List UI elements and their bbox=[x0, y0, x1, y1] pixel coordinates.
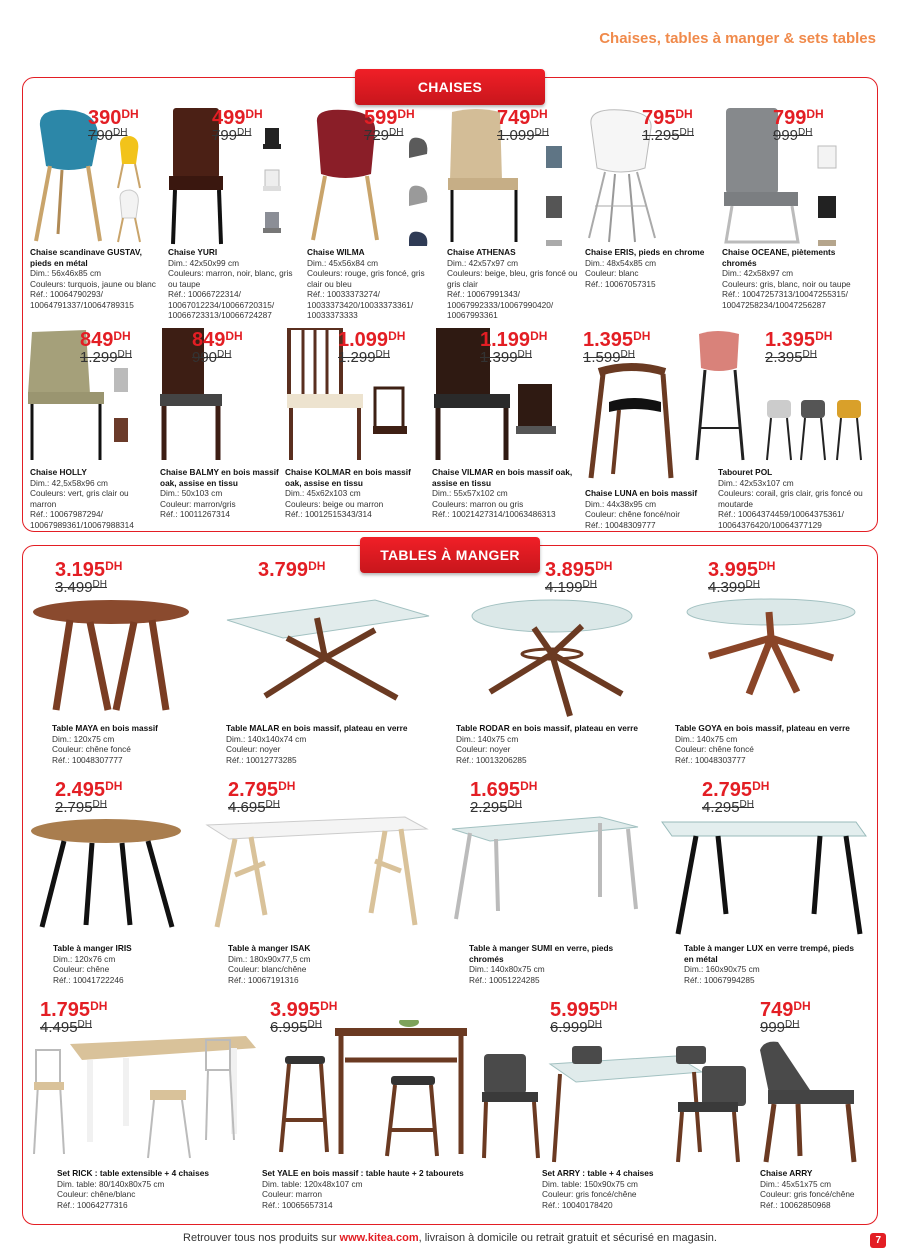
old-price-eris: $1.295^{DH}$ bbox=[642, 127, 694, 144]
product-ref: Réf.: 10067987294/ 10067989361/10067988314 bbox=[30, 509, 134, 530]
product-ref: Réf.: 10012515343/314 bbox=[285, 509, 372, 519]
desc-rick bbox=[57, 1168, 237, 1210]
product-name: Chaise WILMA bbox=[307, 247, 365, 257]
price-sumi: $1.695^{DH}$ bbox=[470, 779, 538, 801]
product-name: Chaise VILMAR en bois massif oak, assise en tissu bbox=[432, 467, 573, 488]
product-name: Table à manger LUX en verre trempé, pieds en métal bbox=[684, 943, 854, 964]
price-rodar: $3.895^{DH}$ bbox=[545, 559, 613, 581]
old-price-yale: $6.995^{DH}$ bbox=[270, 1019, 322, 1036]
product-name: Tabouret POL bbox=[718, 467, 773, 477]
chairs-banner: CHAISES bbox=[355, 69, 545, 105]
product-name: Table à manger ISAK bbox=[228, 943, 311, 953]
old-price-arry-chair: $999^{DH}$ bbox=[760, 1019, 800, 1036]
product-dim: Dim. table: 150x90x75 cm bbox=[542, 1178, 638, 1189]
price-arry-set: $5.995^{DH}$ bbox=[550, 999, 618, 1021]
table-isak-image bbox=[205, 815, 430, 935]
desc-balmy bbox=[160, 467, 285, 520]
desc-luna bbox=[585, 488, 720, 530]
desc-arry-set bbox=[542, 1168, 722, 1210]
price-yale: $3.995^{DH}$ bbox=[270, 999, 338, 1021]
product-dim: Dim.: 180x90x77,5 cm bbox=[228, 953, 311, 964]
old-price-kolmar: $1.299^{DH}$ bbox=[338, 349, 390, 366]
product-dim: Dim.: 140x75 cm bbox=[456, 733, 519, 744]
price-pol: $1.395^{DH}$ bbox=[765, 329, 833, 351]
desc-malar bbox=[226, 723, 426, 765]
set-rick-image bbox=[30, 1030, 260, 1160]
product-colors: Couleur: marron bbox=[262, 1189, 322, 1199]
old-price-goya: $4.399^{DH}$ bbox=[708, 579, 760, 596]
price-malar: $3.799^{DH}$ bbox=[258, 559, 326, 581]
product-name: Table MAYA en bois massif bbox=[52, 723, 158, 733]
product-dim: Dim. table: 80/140x80x75 cm bbox=[57, 1178, 165, 1189]
table-sumi-image bbox=[450, 815, 640, 925]
page-number: 7 bbox=[870, 1233, 886, 1248]
product-ref: Réf.: 10021427314/10063486313 bbox=[432, 509, 556, 519]
desc-holly bbox=[30, 467, 155, 530]
table-maya-image bbox=[30, 598, 192, 718]
product-dim: Dim.: 44x38x95 cm bbox=[585, 498, 657, 509]
chair-luna-image bbox=[585, 362, 680, 482]
price-goya: $3.995^{DH}$ bbox=[708, 559, 776, 581]
product-dim: Dim. table: 120x48x107 cm bbox=[262, 1178, 363, 1189]
desc-athenas bbox=[447, 247, 582, 321]
desc-yale bbox=[262, 1168, 502, 1210]
product-colors: Couleur: chêne/blanc bbox=[57, 1189, 136, 1199]
price-rick: $1.795^{DH}$ bbox=[40, 999, 108, 1021]
product-name: Chaise ATHENAS bbox=[447, 247, 516, 257]
product-name: Chaise ARRY bbox=[760, 1168, 813, 1178]
product-dim: Dim.: 160x90x75 cm bbox=[684, 964, 760, 974]
old-price-isak: $4.695^{DH}$ bbox=[228, 799, 280, 816]
set-yale-image bbox=[275, 1020, 470, 1160]
product-ref: Réf.: 10067191316 bbox=[228, 974, 299, 985]
price-wilma: $599^{DH}$ bbox=[364, 107, 415, 129]
product-dim: Dim.: 140x80x75 cm bbox=[469, 964, 545, 974]
set-arry-image bbox=[480, 1040, 750, 1165]
product-dim: Dim.: 42x50x99 cm bbox=[168, 257, 240, 268]
old-price-wilma: $729^{DH}$ bbox=[364, 127, 404, 144]
product-colors: Couleur: gris foncé/chêne bbox=[542, 1189, 637, 1199]
product-colors: Couleur: marron/gris bbox=[160, 498, 236, 509]
product-colors: Couleur: blanc/chêne bbox=[228, 964, 307, 974]
old-price-yuri: $799^{DH}$ bbox=[212, 127, 252, 144]
old-price-sumi: $2.295^{DH}$ bbox=[470, 799, 522, 816]
footer-text-end: , livraison à domicile ou retrait gratuit et sécurisé en magasin. bbox=[418, 1232, 717, 1244]
table-goya-image bbox=[685, 598, 857, 718]
product-name: Chaise scandinave GUSTAV, pieds en métal bbox=[30, 247, 142, 268]
old-price-vilmar: $1.399^{DH}$ bbox=[480, 349, 532, 366]
price-eris: $795^{DH}$ bbox=[642, 107, 693, 129]
product-dim: Dim.: 48x54x85 cm bbox=[585, 257, 657, 268]
product-ref: Réf.: 10064790293/ 10064791337/10064789315 bbox=[30, 289, 134, 310]
product-dim: Dim.: 140x75 cm bbox=[675, 733, 738, 744]
product-name: Chaise KOLMAR en bois massif oak, assise en tissu bbox=[285, 467, 411, 488]
product-name: Table RODAR en bois massif, plateau en verre bbox=[456, 723, 638, 733]
product-colors: Couleurs: vert, gris clair ou marron bbox=[30, 488, 129, 509]
price-isak: $2.795^{DH}$ bbox=[228, 779, 296, 801]
product-name: Chaise OCEANE, piètements chromés bbox=[722, 247, 836, 268]
desc-yuri bbox=[168, 247, 298, 321]
desc-sumi bbox=[469, 943, 639, 985]
product-ref: Réf.: 10065657314 bbox=[262, 1199, 333, 1210]
product-ref: Réf.: 10041722246 bbox=[53, 974, 124, 985]
product-dim: Dim.: 45x51x75 cm bbox=[760, 1178, 832, 1189]
desc-isak bbox=[228, 943, 398, 985]
desc-arry-chair bbox=[760, 1168, 875, 1210]
product-dim: Dim.: 140x140x74 cm bbox=[226, 733, 307, 744]
product-colors: Couleur: chêne foncé bbox=[52, 744, 131, 754]
product-ref: Réf.: 10012773285 bbox=[226, 754, 297, 765]
product-dim: Dim.: 55x57x102 cm bbox=[432, 488, 508, 498]
product-colors: Couleur: chêne foncé bbox=[675, 744, 754, 754]
old-price-balmy: $990^{DH}$ bbox=[192, 349, 232, 366]
product-ref: Réf.: 10062850968 bbox=[760, 1199, 831, 1210]
product-ref: Réf.: 10048303777 bbox=[675, 754, 746, 765]
table-malar-image bbox=[225, 598, 430, 716]
price-kolmar: $1.099^{DH}$ bbox=[338, 329, 406, 351]
product-colors: Couleur: noyer bbox=[456, 744, 511, 754]
product-name: Table GOYA en bois massif, plateau en verre bbox=[675, 723, 850, 733]
table-iris-image bbox=[30, 817, 185, 932]
desc-lux bbox=[684, 943, 864, 985]
product-name: Chaise BALMY en bois massif oak, assise en tissu bbox=[160, 467, 279, 488]
product-ref: Réf.: 10048307777 bbox=[52, 754, 123, 765]
product-colors: Couleurs: corail, gris clair, gris foncé ou moutarde bbox=[718, 488, 863, 509]
footer-text: Retrouver tous nos produits sur bbox=[183, 1232, 340, 1244]
price-lux: $2.795^{DH}$ bbox=[702, 779, 770, 801]
price-oceane: $799^{DH}$ bbox=[773, 107, 824, 129]
product-ref: Réf.: 10011267314 bbox=[160, 509, 230, 519]
old-price-rick: $4.495^{DH}$ bbox=[40, 1019, 92, 1036]
old-price-gustav: $790^{DH}$ bbox=[88, 127, 128, 144]
price-holly: $849^{DH}$ bbox=[80, 329, 131, 351]
product-dim: Dim.: 120x75 cm bbox=[52, 733, 115, 744]
old-price-pol: $2.395^{DH}$ bbox=[765, 349, 817, 366]
product-name: Set ARRY : table + 4 chaises bbox=[542, 1168, 654, 1178]
product-colors: Couleurs: beige, bleu, gris foncé ou gris clair bbox=[447, 268, 578, 289]
tables-banner: TABLES À MANGER bbox=[360, 537, 540, 573]
product-ref: Réf.: 10064374459/10064375361/ 10064376420/10064377129 bbox=[718, 509, 844, 530]
product-colors: Couleurs: gris, blanc, noir ou taupe bbox=[722, 278, 851, 289]
product-name: Chaise LUNA en bois massif bbox=[585, 488, 698, 498]
product-ref: Réf.: 10040178420 bbox=[542, 1199, 613, 1210]
chair-arry-image bbox=[758, 1040, 863, 1165]
old-price-oceane: $999^{DH}$ bbox=[773, 127, 813, 144]
desc-wilma bbox=[307, 247, 442, 321]
product-dim: Dim.: 42x53x107 cm bbox=[718, 477, 794, 488]
product-colors: Couleurs: turquois, jaune ou blanc bbox=[30, 278, 156, 289]
old-price-arry-set: $6.999^{DH}$ bbox=[550, 1019, 602, 1036]
product-colors: Couleur: noyer bbox=[226, 744, 281, 754]
product-colors: Couleurs: rouge, gris foncé, gris clair ou bleu bbox=[307, 268, 425, 289]
desc-eris bbox=[585, 247, 715, 289]
desc-iris bbox=[53, 943, 203, 985]
product-colors: Couleur: chêne foncé/noir bbox=[585, 509, 681, 519]
product-dim: Dim.: 42x58x97 cm bbox=[722, 268, 794, 278]
product-name: Chaise HOLLY bbox=[30, 467, 87, 477]
product-colors: Couleurs: marron, noir, blanc, gris ou taupe bbox=[168, 268, 293, 289]
old-price-lux: $4.295^{DH}$ bbox=[702, 799, 754, 816]
website-link[interactable]: www.kitea.com bbox=[339, 1232, 419, 1244]
desc-kolmar bbox=[285, 467, 420, 520]
product-name: Chaise ERIS, pieds en chrome bbox=[585, 247, 705, 257]
product-ref: Réf.: 10013206285 bbox=[456, 754, 527, 765]
price-gustav: $390^{DH}$ bbox=[88, 107, 139, 129]
product-dim: Dim.: 50x103 cm bbox=[160, 488, 223, 498]
product-ref: Réf.: 10067991343/ 10067992333/10067990420/ 10067993361 bbox=[447, 289, 554, 320]
old-price-holly: $1.299^{DH}$ bbox=[80, 349, 132, 366]
product-colors: Couleurs: marron ou gris bbox=[432, 498, 524, 509]
desc-rodar bbox=[456, 723, 661, 765]
product-ref: Réf.: 10048309777 bbox=[585, 519, 656, 530]
price-athenas: $749^{DH}$ bbox=[497, 107, 548, 129]
product-dim: Dim.: 42x57x97 cm bbox=[447, 257, 519, 268]
product-colors: Couleur: blanc bbox=[585, 268, 639, 278]
old-price-athenas: $1.099^{DH}$ bbox=[497, 127, 549, 144]
old-price-rodar: $4.199^{DH}$ bbox=[545, 579, 597, 596]
desc-oceane bbox=[722, 247, 872, 310]
product-ref: Réf.: 10033373274/ 10033373420/10033373361/ 10033373333 bbox=[307, 289, 414, 320]
price-balmy: $849^{DH}$ bbox=[192, 329, 243, 351]
product-ref: Réf.: 10066722314/ 10067012234/10066720315/ 10066723313/10066724287 bbox=[168, 289, 275, 320]
product-name: Table à manger IRIS bbox=[53, 943, 132, 953]
price-luna: $1.395^{DH}$ bbox=[583, 329, 651, 351]
product-name: Set RICK : table extensible + 4 chaises bbox=[57, 1168, 209, 1178]
product-name: Set YALE en bois massif : table haute + 2 tabourets bbox=[262, 1168, 464, 1178]
product-ref: Réf.: 10051224285 bbox=[469, 974, 540, 985]
page-title: Chaises, tables à manger & sets tables bbox=[599, 30, 876, 47]
product-dim: Dim.: 42,5x58x96 cm bbox=[30, 477, 108, 488]
product-dim: Dim.: 45x56x84 cm bbox=[307, 257, 379, 268]
desc-pol bbox=[718, 467, 873, 530]
product-ref: Réf.: 10067994285 bbox=[684, 974, 755, 985]
price-iris: $2.495^{DH}$ bbox=[55, 779, 123, 801]
price-arry-chair: $749^{DH}$ bbox=[760, 999, 811, 1021]
price-yuri: $499^{DH}$ bbox=[212, 107, 263, 129]
product-ref: Réf.: 10047257313/10047255315/ 10047258234/10047256287 bbox=[722, 289, 848, 310]
desc-goya bbox=[675, 723, 875, 765]
product-name: Chaise YURI bbox=[168, 247, 218, 257]
price-maya: $3.195^{DH}$ bbox=[55, 559, 123, 581]
old-price-maya: $3.499^{DH}$ bbox=[55, 579, 107, 596]
product-name: Table à manger SUMI en verre, pieds chromés bbox=[469, 943, 614, 964]
desc-vilmar bbox=[432, 467, 582, 520]
product-dim: Dim.: 56x46x85 cm bbox=[30, 268, 102, 278]
desc-gustav bbox=[30, 247, 160, 310]
footer bbox=[0, 1232, 900, 1244]
desc-maya bbox=[52, 723, 222, 765]
table-lux-image bbox=[660, 818, 870, 938]
old-price-iris: $2.795^{DH}$ bbox=[55, 799, 107, 816]
product-colors: Couleur: chêne bbox=[53, 964, 110, 974]
table-rodar-image bbox=[470, 598, 635, 718]
price-vilmar: $1.199^{DH}$ bbox=[480, 329, 548, 351]
product-ref: Réf.: 10067057315 bbox=[585, 278, 656, 289]
product-dim: Dim.: 45x62x103 cm bbox=[285, 488, 361, 498]
product-dim: Dim.: 120x76 cm bbox=[53, 953, 116, 964]
product-name: Table MALAR en bois massif, plateau en verre bbox=[226, 723, 408, 733]
product-ref: Réf.: 10064277316 bbox=[57, 1199, 128, 1210]
product-colors: Couleurs: beige ou marron bbox=[285, 498, 384, 509]
product-colors: Couleur: gris foncé/chêne bbox=[760, 1189, 855, 1199]
old-price-luna: $1.599^{DH}$ bbox=[583, 349, 635, 366]
